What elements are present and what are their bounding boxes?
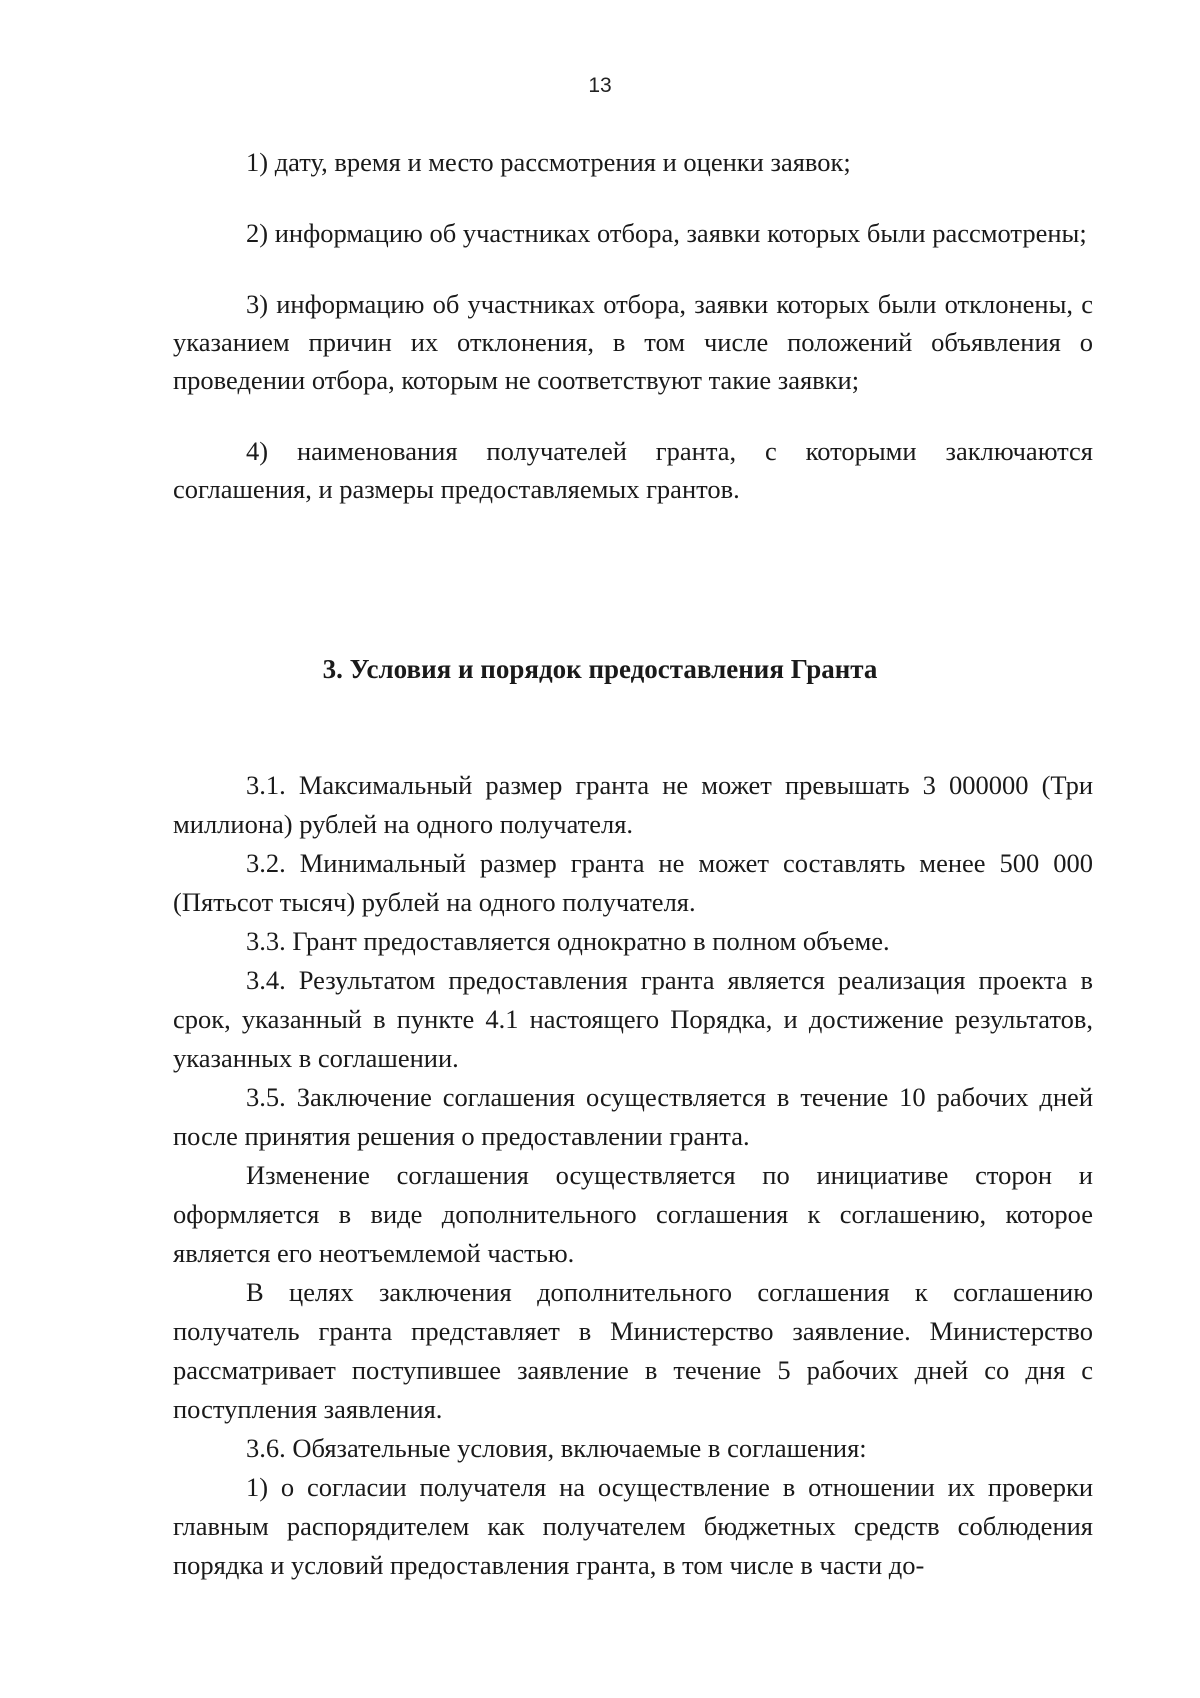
section-heading: 3. Условия и порядок предоставления Гранта	[322, 654, 878, 684]
list-block	[173, 143, 1093, 541]
list-item-2: 2) информацию об участниках отбора, заявки которых были рассмотрены;	[246, 218, 1087, 248]
paragraph-3-3: 3.3. Грант предоставляется однократно в полном объеме.	[246, 926, 890, 956]
paragraph-3-1: 3.1. Максимальный размер гранта не может превышать 3 000000 (Три миллиона) рублей на одного получателя.	[173, 770, 1093, 839]
paragraph-3-5: 3.5. Заключение соглашения осуществляется в течение 10 рабочих дней после принятия решения о предоставлении гранта.	[173, 1082, 1093, 1151]
list-item-3: 3) информацию об участниках отбора, заявки которых были отклонены, с указанием причин их отклонения, в том числе положений объявления о проведении отбора, которым не соответствуют такие заявки;	[173, 289, 1093, 395]
paragraph-3-6: 3.6. Обязательные условия, включаемые в соглашения:	[246, 1433, 867, 1463]
paragraph-3-4: 3.4. Результатом предоставления гранта является реализация проекта в срок, указанный в пункте 4.1 настоящего Порядка, и достижение результатов, указанных в соглашении.	[173, 965, 1093, 1073]
paragraph-3-2: 3.2. Минимальный размер гранта не может составлять менее 500 000 (Пятьсот тысяч) рублей на одного получателя.	[173, 848, 1093, 917]
paragraph-additional-agreement: В целях заключения дополнительного соглашения к соглашению получатель гранта представляет в Министерство заявление. Министерство рассматривает поступившее заявление в течение 5 рабочих дней со дня с поступления заявления.	[173, 1277, 1093, 1424]
section-body	[173, 766, 1093, 1585]
page-number: 13	[588, 74, 612, 97]
paragraph-3-6-item-1: 1) о согласии получателя на осуществление в отношении их проверки главным распорядителем как получателем бюджетных средств соблюдения порядка и условий предоставления гранта, в том числе в части до-	[173, 1472, 1093, 1580]
list-item-1: 1) дату, время и место рассмотрения и оценки заявок;	[246, 147, 851, 177]
paragraph-amendment: Изменение соглашения осуществляется по инициативе сторон и оформляется в виде дополнительного соглашения к соглашению, которое является его неотъемлемой частью.	[173, 1160, 1093, 1268]
list-item-4: 4) наименования получателей гранта, с которыми заключаются соглашения, и размеры предоставляемых грантов.	[173, 436, 1093, 504]
